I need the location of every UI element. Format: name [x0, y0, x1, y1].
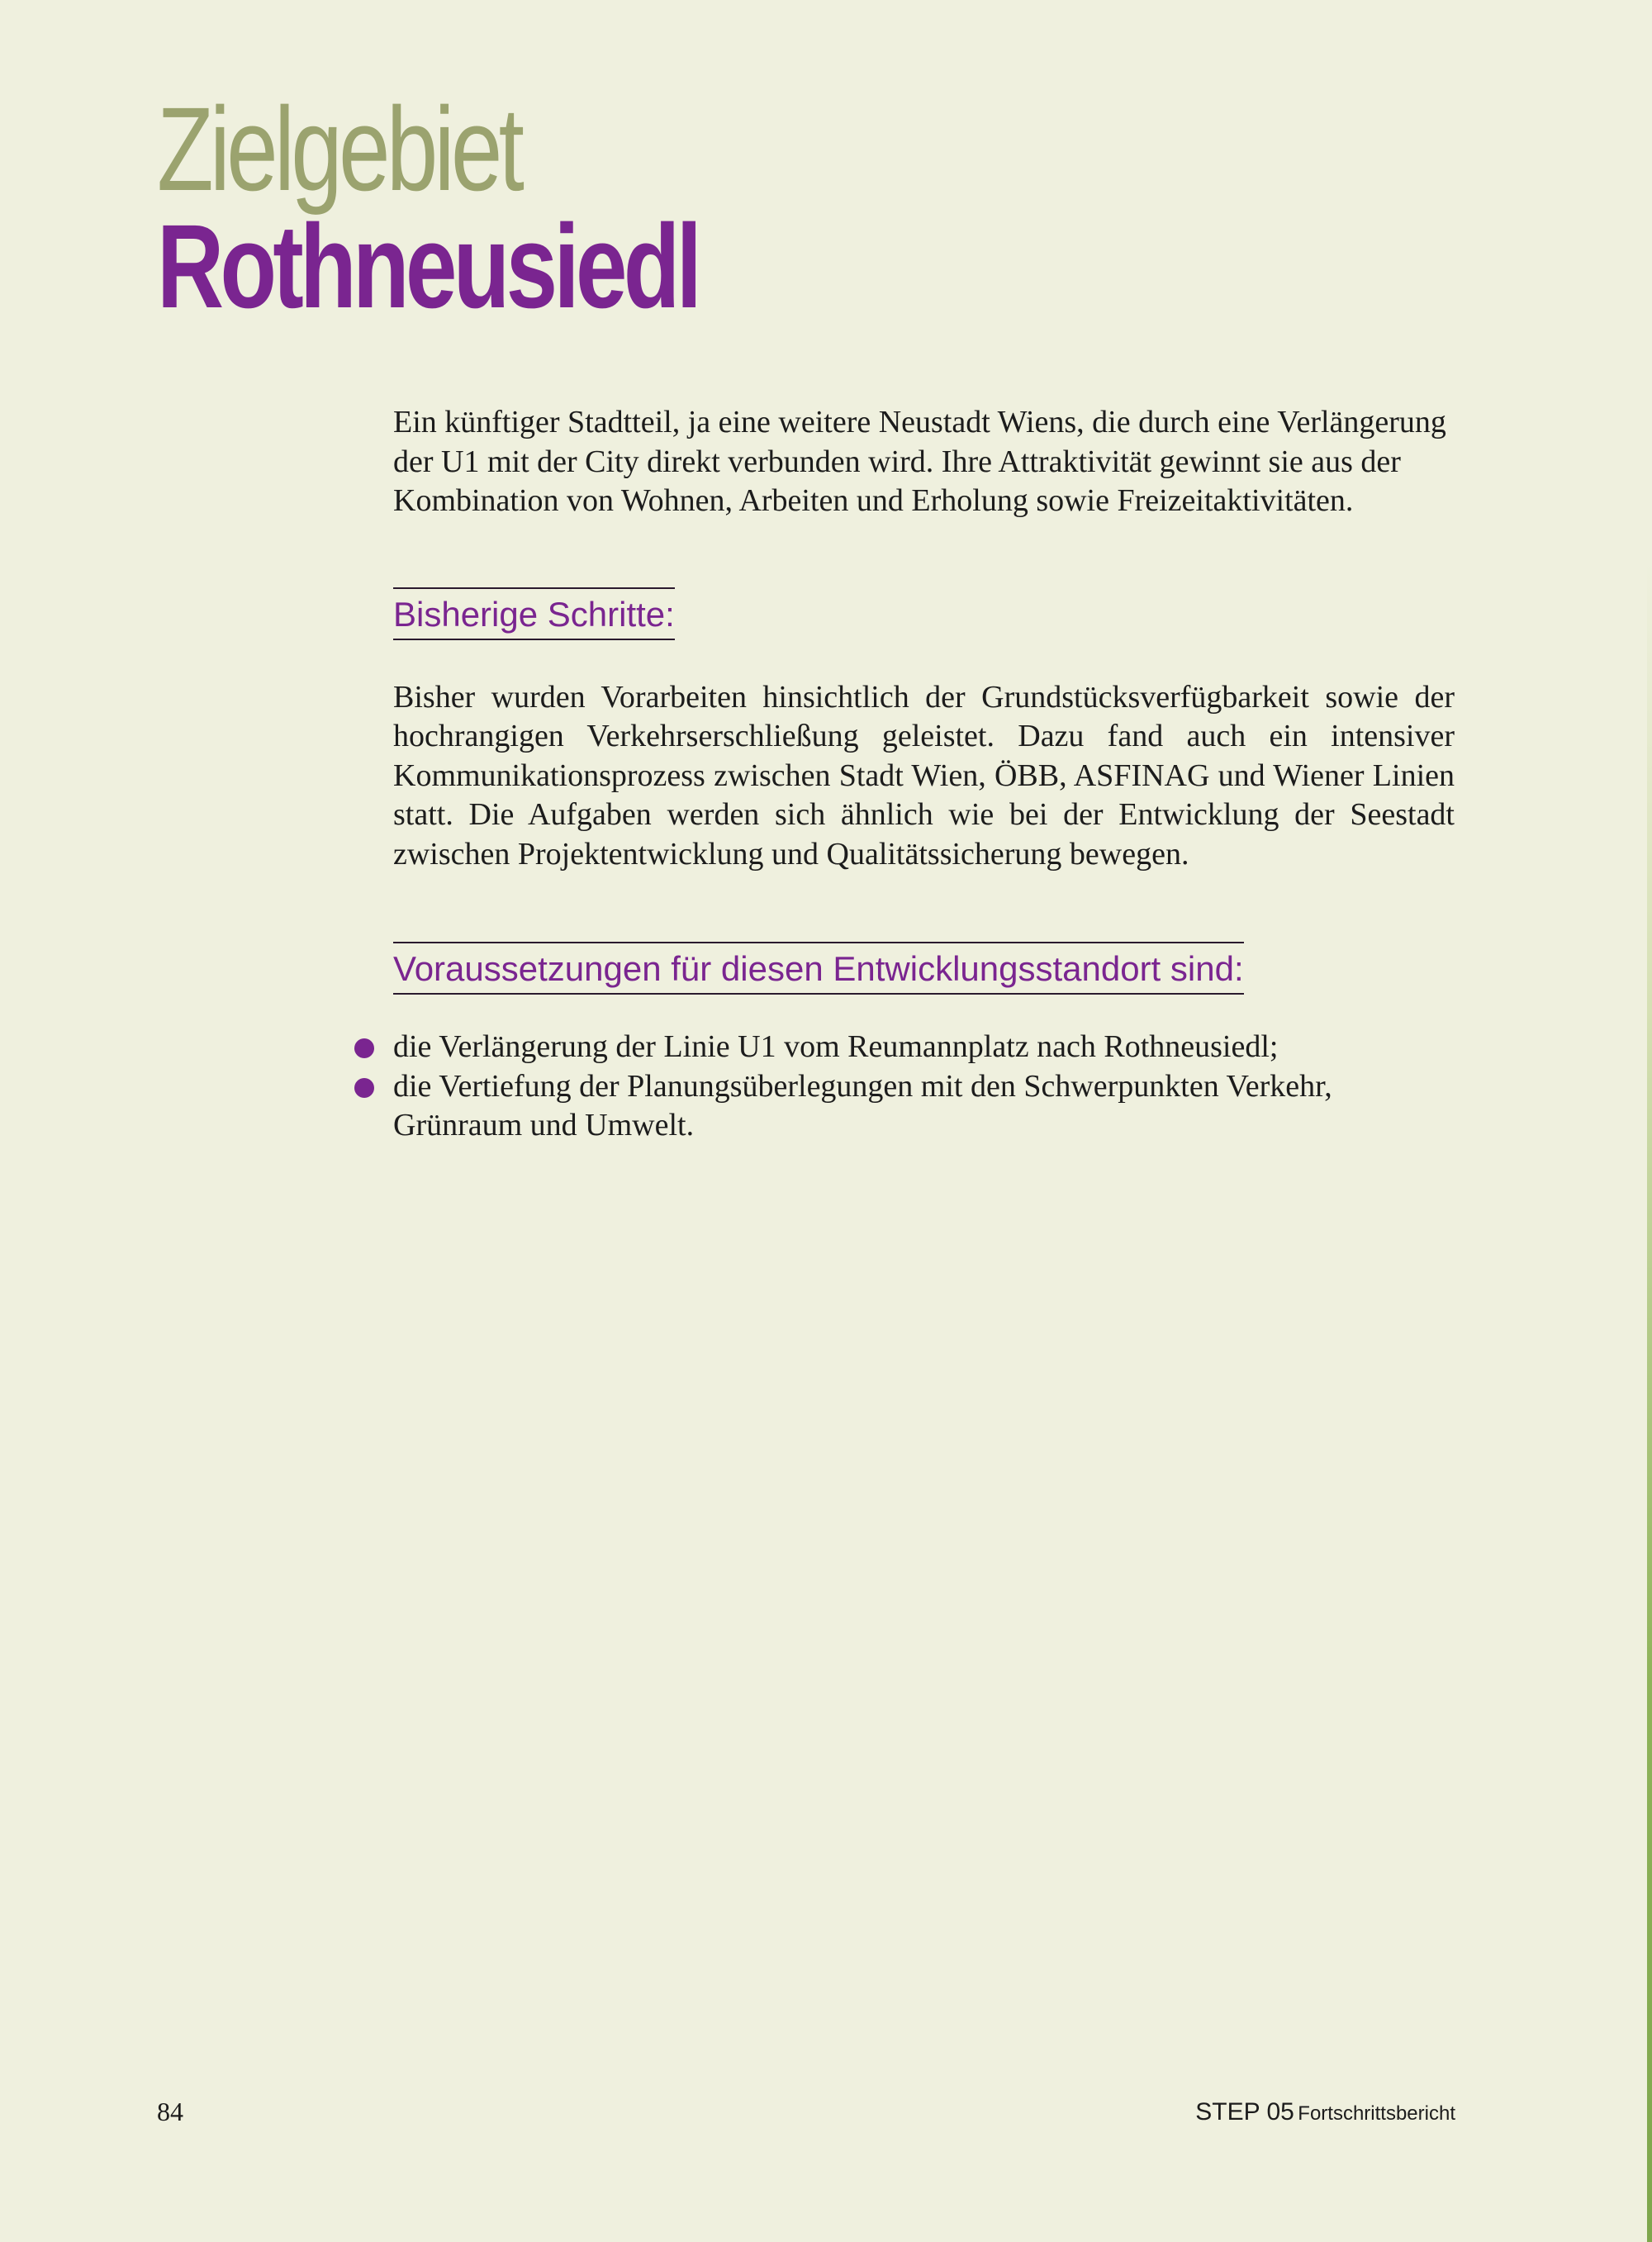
- page-edge-decoration: [1647, 0, 1652, 2242]
- list-item: [393, 1067, 1455, 1146]
- bullet-dot-icon: [354, 1078, 374, 1098]
- section-heading-bisherige-schritte: Bisherige Schritte:: [393, 587, 675, 640]
- bisherige-schritte-paragraph: Bisher wurden Vorarbeiten hinsichtlich der Grundstücksverfügbarkeit sowie der hochrangigen Verkehrserschließung geleistet. Dazu fand auch ein intensiver Kommunikationsprozess zwischen Stadt Wien, ÖBB, ASFINAG und Wiener Linien statt. Die Aufgaben werden sich ähnlich wie bei der Entwicklung der Seestadt zwischen Projektentwicklung und Qualitätssicherung bewegen.: [393, 679, 1455, 872]
- voraussetzungen-list: [393, 1028, 1455, 1146]
- bullet-dot-icon: [354, 1038, 374, 1058]
- main-content: [393, 403, 1455, 1146]
- title-line-rothneusiedl: Rothneusiedl: [157, 200, 699, 333]
- section-heading-voraussetzungen: Voraussetzungen für diesen Entwicklungsstandort sind:: [393, 942, 1244, 995]
- list-item-text: die Verlängerung der Linie U1 vom Reumannplatz nach Rothneusiedl;: [393, 1029, 1279, 1064]
- list-item: [393, 1028, 1455, 1067]
- title-line-zielgebiet: Zielgebiet: [157, 83, 521, 216]
- intro-paragraph: Ein künftiger Stadtteil, ja eine weitere Neustadt Wiens, die durch eine Verlängerung der U1 mit der City direkt verbunden wird. Ihre Attraktivität gewinnt sie aus der Kombination von Wohnen, Arbeiten und Erholung sowie Freizeitaktivitäten.: [393, 405, 1446, 518]
- footer-step-label: STEP 05: [1195, 2098, 1294, 2126]
- page-number: 84: [157, 2097, 183, 2126]
- footer-report-label: Fortschrittsbericht: [1298, 2102, 1455, 2125]
- page-title: [157, 83, 699, 333]
- footer-running-title: [1195, 2098, 1455, 2126]
- list-item-text: die Vertiefung der Planungsüberlegungen mit den Schwerpunkten Verkehr, Grünraum und Umwelt.: [393, 1068, 1332, 1142]
